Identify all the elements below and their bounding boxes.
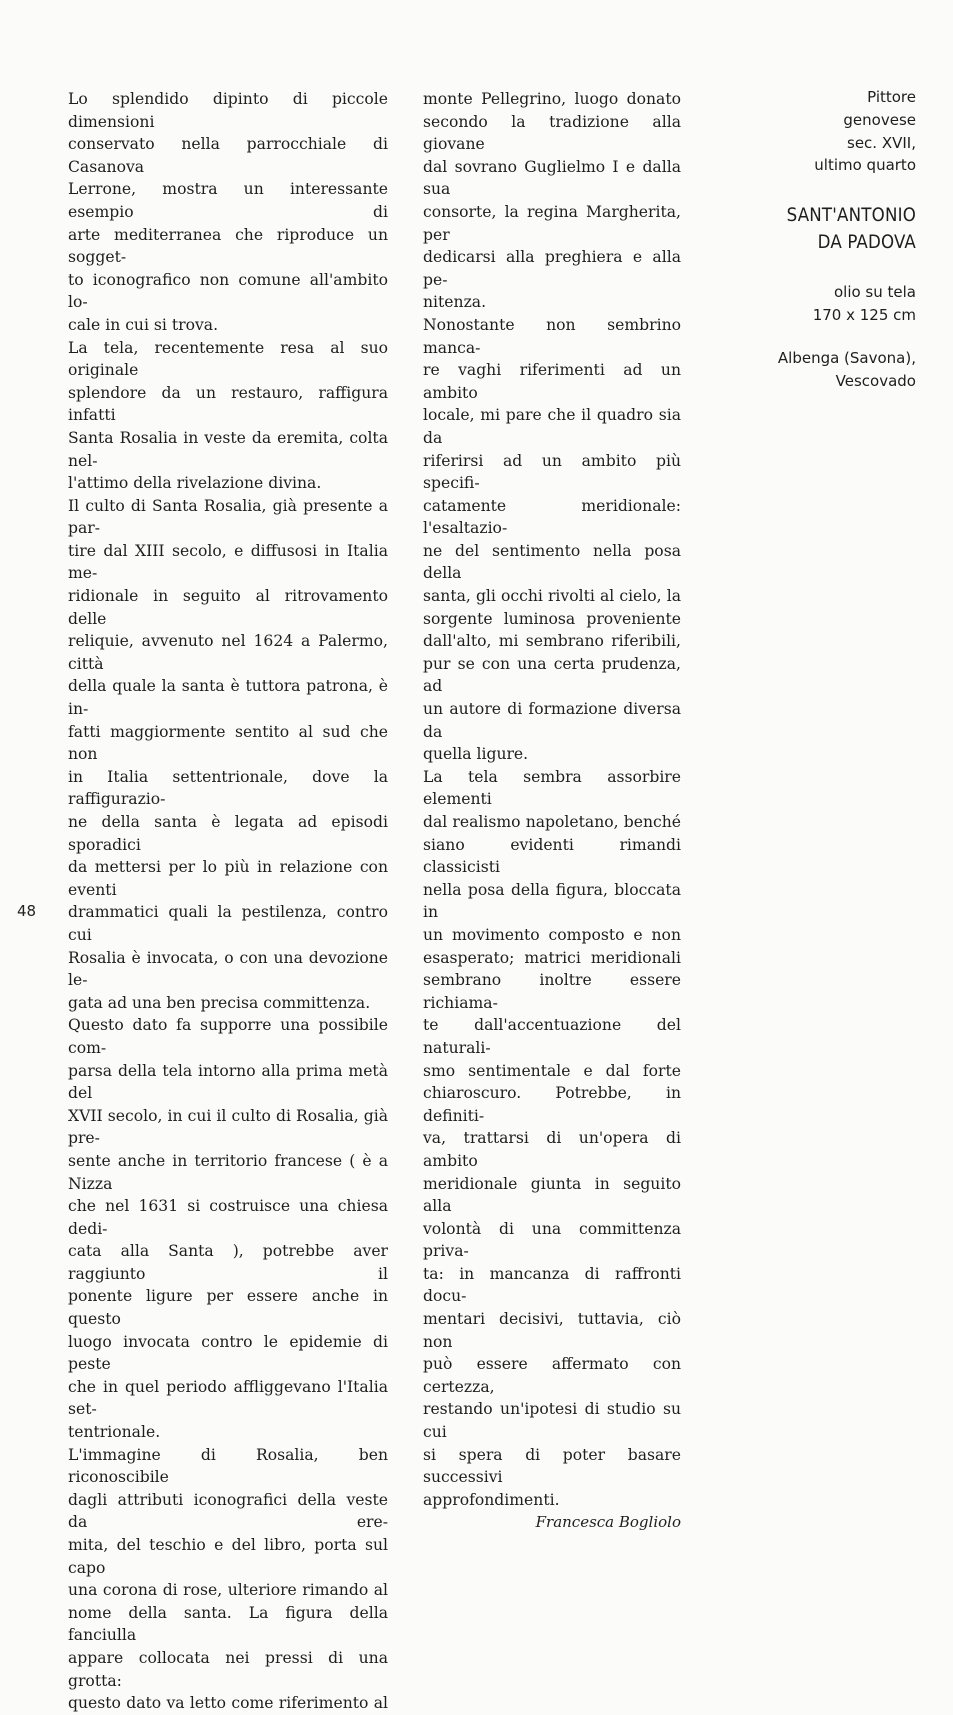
artwork-caption <box>740 86 916 392</box>
text-line: esasperato; matrici meridionali <box>423 948 681 967</box>
text-line: dedicarsi alla preghiera e alla pe- <box>423 248 681 289</box>
text-line: locale, mi pare che il quadro sia da <box>423 406 681 447</box>
caption-line: olio su tela <box>833 283 916 302</box>
text-line: santa, gli occhi rivolti al cielo, la <box>423 587 681 606</box>
text-line: approfondimenti. <box>423 1490 560 1509</box>
text-line: dall'alto, mi sembrano riferibili, <box>423 632 681 651</box>
text-line: smo sentimentale e dal forte <box>423 1061 681 1080</box>
column-right-text <box>423 88 681 1511</box>
text-line: monte Pellegrino, luogo donato <box>423 90 681 108</box>
text-line: ponente ligure per essere anche in questo <box>68 1287 388 1329</box>
text-line: nella posa della figura, bloccata in <box>423 880 681 922</box>
text-line: fatti maggiormente sentito al sud che non <box>68 722 388 764</box>
text-line: ridionale in seguito al ritrovamento delle <box>68 587 388 628</box>
text-line: splendore da un restauro, raffigura infatti <box>68 383 388 425</box>
text-line: nitenza. <box>423 293 487 312</box>
text-line: dal realismo napoletano, benché <box>423 813 681 831</box>
text-line: La tela sembra assorbire elementi <box>423 767 681 809</box>
text-line: re vaghi riferimenti ad un ambito <box>423 361 681 402</box>
text-line: secondo la tradizione alla giovane <box>423 112 681 154</box>
caption-line: SANT'ANTONIO <box>786 205 916 227</box>
text-line: riferirsi ad un ambito più specifi- <box>423 451 681 493</box>
text-line: in Italia settentrionale, dove la raffigurazio- <box>68 767 388 809</box>
text-line: si spera di poter basare successivi <box>423 1445 681 1487</box>
text-line: un autore di formazione diversa da <box>423 700 681 741</box>
text-line: che nel 1631 si costruisce una chiesa dedi- <box>68 1197 388 1238</box>
text-line: conservato nella parrocchiale di Casanova <box>68 135 388 176</box>
caption-line: DA PADOVA <box>817 232 916 254</box>
artist-info <box>740 86 916 177</box>
text-line: mita, del teschio e del libro, porta sul capo <box>68 1536 388 1577</box>
artwork-location <box>740 347 916 393</box>
text-line: XVII secolo, in cui il culto di Rosalia, già pre- <box>68 1106 388 1148</box>
text-line: consorte, la regina Margherita, per <box>423 202 681 244</box>
text-line: luogo invocata contro le epidemie di peste <box>68 1332 388 1374</box>
caption-line: ultimo quarto <box>814 156 916 175</box>
text-line: restando un'ipotesi di studio su cui <box>423 1400 681 1442</box>
text-line: gata ad una ben precisa committenza. <box>68 993 371 1012</box>
text-line: cata alla Santa ), potrebbe aver raggiunto il <box>68 1242 388 1283</box>
text-line: drammatici quali la pestilenza, contro cui <box>68 903 388 944</box>
text-line: della quale la santa è tuttora patrona, è in- <box>68 677 388 719</box>
text-line: appare collocata nei pressi di una grotta: <box>68 1648 388 1690</box>
text-line: sorgente luminosa proveniente <box>423 609 681 628</box>
text-line: siano evidenti rimandi classicisti <box>423 835 681 877</box>
caption-line: genovese <box>843 110 916 129</box>
text-line: quella ligure. <box>423 745 529 764</box>
text-line: sembrano inoltre essere richiama- <box>423 971 681 1012</box>
caption-line: Pittore <box>867 88 916 106</box>
text-line: da mettersi per lo più in relazione con eventi <box>68 858 388 899</box>
text-line: ne del sentimento nella posa della <box>423 541 681 583</box>
text-line: un movimento composto e non <box>423 925 681 944</box>
text-line: dal sovrano Guglielmo I e dalla sua <box>423 157 681 199</box>
text-line: mentari decisivi, tuttavia, ciò non <box>423 1310 681 1351</box>
page-number: 48 <box>17 902 37 920</box>
text-line: l'attimo della rivelazione divina. <box>68 474 322 493</box>
text-line: può essere affermato con certezza, <box>423 1355 681 1396</box>
article-column-left <box>68 88 388 1715</box>
text-line: L'immagine di Rosalia, ben riconoscibile <box>68 1445 388 1487</box>
caption-line: Albenga (Savona), <box>777 348 916 367</box>
text-line: questo dato va letto come riferimento al <box>68 1694 388 1713</box>
text-line: Lerrone, mostra un interessante esempio di <box>68 180 388 221</box>
text-line: Lo splendido dipinto di piccole dimensioni <box>68 90 388 131</box>
text-line: Santa Rosalia in veste da eremita, colta nel- <box>68 428 388 470</box>
article-column-right <box>423 88 681 1534</box>
text-line: meridionale giunta in seguito alla <box>423 1174 681 1216</box>
text-line: ne della santa è legata ad episodi sporadici <box>68 813 388 854</box>
text-line: nome della santa. La figura della fanciulla <box>68 1603 388 1645</box>
text-line: sente anche in territorio francese ( è a Nizza <box>68 1151 388 1193</box>
text-line: reliquie, avvenuto nel 1624 a Palermo, città <box>68 632 388 673</box>
artwork-title <box>740 202 916 256</box>
text-line: parsa della tela intorno alla prima metà del <box>68 1061 388 1103</box>
text-line: tire dal XIII secolo, e diffusosi in Italia me- <box>68 541 388 583</box>
text-line: volontà di una committenza priva- <box>423 1219 681 1261</box>
text-line: arte mediterranea che riproduce un sogget- <box>68 225 388 267</box>
caption-line: 170 x 125 cm <box>812 305 916 324</box>
text-line: te dall'accentuazione del naturali- <box>423 1016 681 1057</box>
text-line: tentrionale. <box>68 1423 161 1442</box>
text-line: ta: in mancanza di raffronti docu- <box>423 1264 681 1306</box>
author-signature: Francesca Bogliolo <box>535 1513 681 1532</box>
text-line: catamente meridionale: l'esaltazio- <box>423 496 681 538</box>
text-line: to iconografico non comune all'ambito lo- <box>68 270 388 312</box>
text-line: dagli attributi iconografici della veste da ere- <box>68 1490 388 1532</box>
text-line: va, trattarsi di un'opera di ambito <box>423 1129 681 1170</box>
text-line: una corona di rose, ulteriore rimando al <box>68 1581 388 1600</box>
text-line: Nonostante non sembrino manca- <box>423 315 681 357</box>
text-line: Questo dato fa supporre una possibile com- <box>68 1016 388 1057</box>
text-line: Rosalia è invocata, o con una devozione le- <box>68 948 388 990</box>
text-line: cale in cui si trova. <box>68 315 219 334</box>
text-line: che in quel periodo affliggevano l'Italia set- <box>68 1377 388 1419</box>
caption-line: Vescovado <box>835 371 916 390</box>
caption-line: sec. XVII, <box>847 133 916 152</box>
text-line: pur se con una certa prudenza, ad <box>423 654 681 696</box>
text-line: chiaroscuro. Potrebbe, in definiti- <box>423 1084 681 1125</box>
artwork-medium <box>740 281 916 327</box>
text-line: La tela, recentemente resa al suo originale <box>68 338 388 380</box>
text-line: Il culto di Santa Rosalia, già presente a par- <box>68 496 388 538</box>
